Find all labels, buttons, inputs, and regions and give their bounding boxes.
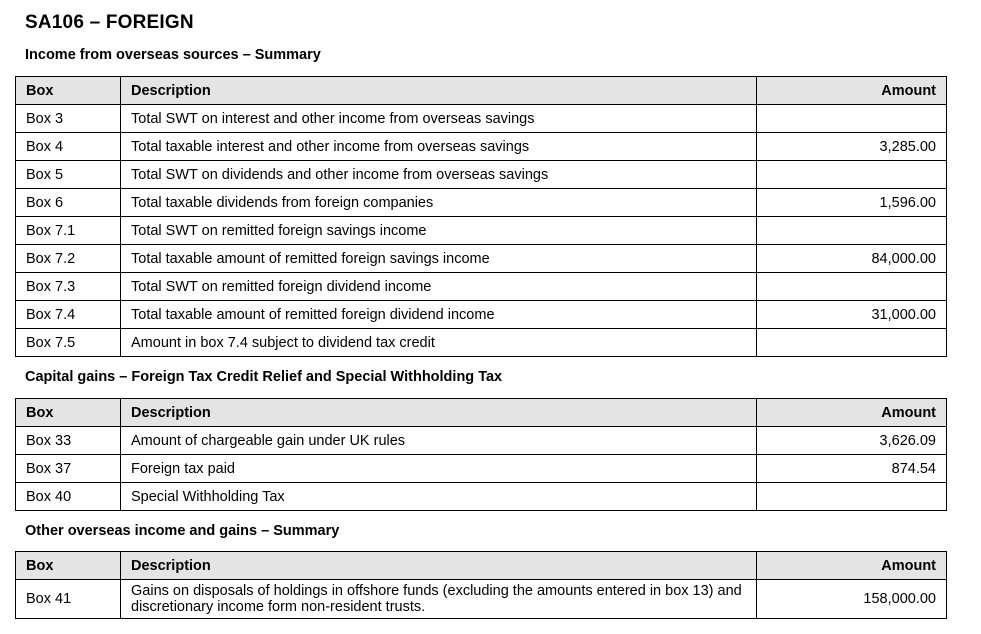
amount-cell: 31,000.00: [757, 301, 947, 329]
box-cell: Box 7.5: [16, 329, 121, 357]
description-cell: Total taxable dividends from foreign companies: [121, 189, 757, 217]
amount-cell: 3,626.09: [757, 427, 947, 455]
table-row: [16, 483, 947, 511]
amount-cell: 84,000.00: [757, 245, 947, 273]
description-cell: Total SWT on remitted foreign dividend income: [121, 273, 757, 301]
description-cell: Total taxable interest and other income from overseas savings: [121, 133, 757, 161]
table-row: [16, 273, 947, 301]
table-header-row: [16, 552, 947, 580]
amount-cell: 3,285.00: [757, 133, 947, 161]
table-header-row: [16, 399, 947, 427]
description-cell: Special Withholding Tax: [121, 483, 757, 511]
table-row: [16, 161, 947, 189]
description-cell: Total SWT on interest and other income from overseas savings: [121, 105, 757, 133]
table-row: [16, 217, 947, 245]
column-header-description: Description: [121, 77, 757, 105]
amount-cell: 874.54: [757, 455, 947, 483]
amount-cell: [757, 329, 947, 357]
column-header-box: Box: [16, 77, 121, 105]
amount-cell: [757, 483, 947, 511]
description-cell: Total taxable amount of remitted foreign savings income: [121, 245, 757, 273]
box-cell: Box 7.3: [16, 273, 121, 301]
box-cell: Box 5: [16, 161, 121, 189]
table-row: [16, 105, 947, 133]
box-cell: Box 3: [16, 105, 121, 133]
column-header-amount: Amount: [757, 552, 947, 580]
box-cell: Box 40: [16, 483, 121, 511]
section-heading-income: Income from overseas sources – Summary: [25, 47, 321, 63]
box-cell: Box 37: [16, 455, 121, 483]
capital-gains-table: [15, 398, 947, 511]
page-title: SA106 – FOREIGN: [25, 12, 194, 33]
section-heading-other-overseas: Other overseas income and gains – Summary: [25, 523, 340, 539]
box-cell: Box 41: [16, 580, 121, 619]
table-header-row: [16, 77, 947, 105]
column-header-amount: Amount: [757, 399, 947, 427]
description-cell: Total SWT on dividends and other income from overseas savings: [121, 161, 757, 189]
box-cell: Box 6: [16, 189, 121, 217]
description-cell: Foreign tax paid: [121, 455, 757, 483]
box-cell: Box 7.1: [16, 217, 121, 245]
description-cell: Total taxable amount of remitted foreign dividend income: [121, 301, 757, 329]
table-row: [16, 427, 947, 455]
box-cell: Box 7.4: [16, 301, 121, 329]
box-cell: Box 33: [16, 427, 121, 455]
table-row: [16, 133, 947, 161]
column-header-box: Box: [16, 552, 121, 580]
column-header-amount: Amount: [757, 77, 947, 105]
table-row: [16, 189, 947, 217]
amount-cell: [757, 273, 947, 301]
amount-cell: [757, 105, 947, 133]
section-heading-capital-gains: Capital gains – Foreign Tax Credit Relief and Special Withholding Tax: [25, 369, 503, 385]
table-row: [16, 245, 947, 273]
table-row: [16, 301, 947, 329]
other-overseas-table: [15, 551, 947, 619]
amount-cell: [757, 161, 947, 189]
amount-cell: 158,000.00: [757, 580, 947, 619]
table-row: [16, 455, 947, 483]
column-header-description: Description: [121, 552, 757, 580]
amount-cell: [757, 217, 947, 245]
description-cell: Total SWT on remitted foreign savings income: [121, 217, 757, 245]
income-summary-table: [15, 76, 947, 357]
description-cell: Amount in box 7.4 subject to dividend tax credit: [121, 329, 757, 357]
description-cell: Gains on disposals of holdings in offshore funds (excluding the amounts entered in box 13) and discretionary income form non-resident trusts.: [121, 580, 757, 619]
table-row: [16, 329, 947, 357]
column-header-box: Box: [16, 399, 121, 427]
box-cell: Box 7.2: [16, 245, 121, 273]
box-cell: Box 4: [16, 133, 121, 161]
amount-cell: 1,596.00: [757, 189, 947, 217]
table-row: [16, 580, 947, 619]
column-header-description: Description: [121, 399, 757, 427]
description-cell: Amount of chargeable gain under UK rules: [121, 427, 757, 455]
